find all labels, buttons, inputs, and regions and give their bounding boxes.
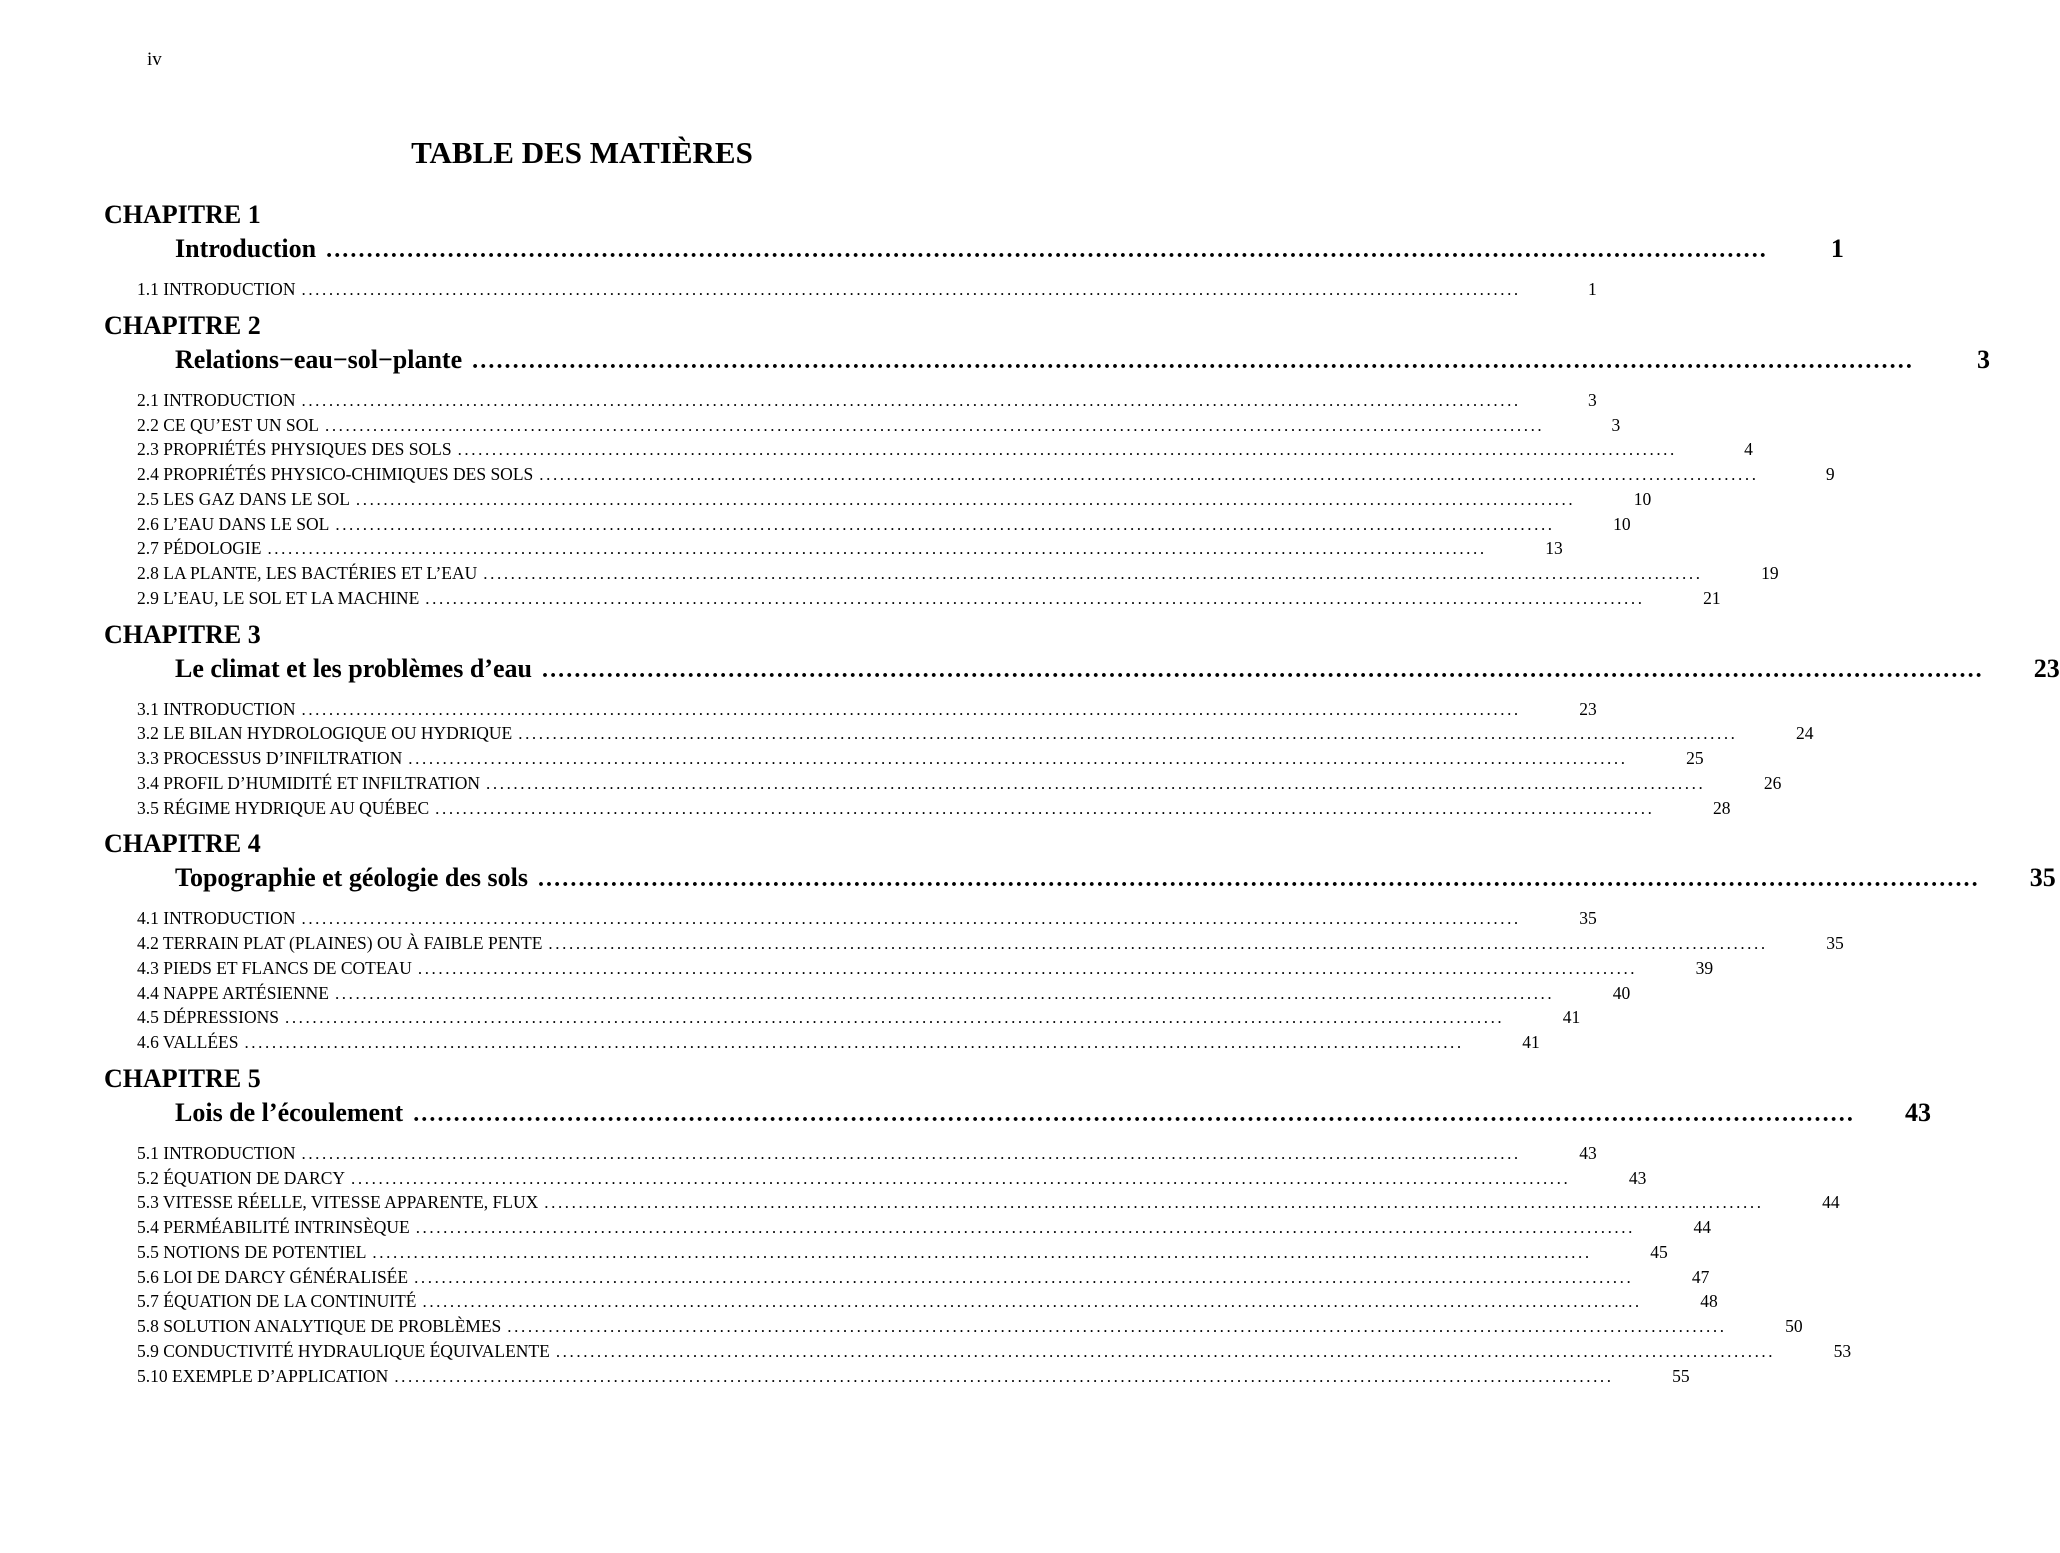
dot-leader: .................................................................................................................................................................................. xyxy=(284,1008,1505,1028)
section-page-number: 19 xyxy=(1761,563,1779,583)
section-title: 4.6 VALLÉES xyxy=(137,1032,239,1052)
section-title: 3.1 INTRODUCTION xyxy=(137,698,296,719)
section-list xyxy=(104,388,1835,611)
section-page-number: 9 xyxy=(1825,464,1835,484)
toc-title: TABLE DES MATIÈRES xyxy=(411,135,753,170)
section-entry[interactable] xyxy=(137,906,1597,931)
dot-leader: .................................................................................................................................................................................. xyxy=(472,347,1914,374)
section-title: 1.1 INTRODUCTION xyxy=(137,279,296,299)
section-page-number: 4 xyxy=(1744,439,1753,460)
dot-leader: .................................................................................................................................................................................. xyxy=(301,280,1521,299)
section-title: 5.7 ÉQUATION DE LA CONTINUITÉ xyxy=(137,1291,417,1312)
section-page-number: 47 xyxy=(1691,1266,1710,1287)
section-entry[interactable] xyxy=(137,462,1835,487)
section-page-number: 44 xyxy=(1693,1217,1711,1237)
chapter-label: CHAPITRE 2 xyxy=(104,310,261,340)
section-entry[interactable] xyxy=(137,1314,1803,1339)
section-entry[interactable] xyxy=(137,956,1714,981)
dot-leader: .................................................................................................................................................................................. xyxy=(422,1292,1642,1312)
dot-leader: .................................................................................................................................................................................. xyxy=(267,539,1487,559)
section-entry[interactable] xyxy=(137,931,1844,956)
section-title: 3.3 PROCESSUS D’INFILTRATION xyxy=(137,748,403,768)
section-title: 4.3 PIEDS ET FLANCS DE COTEAU xyxy=(137,957,412,978)
section-page-number: 26 xyxy=(1763,772,1782,793)
toc-chapter-list xyxy=(104,199,2060,1396)
section-page-number: 41 xyxy=(1522,1032,1540,1052)
section-title: 2.9 L’EAU, LE SOL ET LA MACHINE xyxy=(137,587,420,608)
dot-leader: .................................................................................................................................................................................. xyxy=(507,1317,1727,1336)
chapter-block xyxy=(104,828,2056,1055)
section-entry[interactable] xyxy=(137,1289,1718,1314)
section-entry[interactable] xyxy=(137,586,1721,611)
section-page-number: 1 xyxy=(1588,279,1597,299)
chapter-title: Introduction xyxy=(175,234,317,263)
section-list xyxy=(104,697,1814,821)
chapter-page-number: 35 xyxy=(2029,863,2056,893)
section-page-number: 21 xyxy=(1703,587,1721,608)
section-page-number: 35 xyxy=(1826,933,1844,953)
chapter-page-number: 23 xyxy=(2033,653,2060,683)
chapter-heading-entry[interactable] xyxy=(175,1095,1931,1131)
dot-leader: .................................................................................................................................................................................. xyxy=(301,1143,1521,1163)
section-page-number: 13 xyxy=(1545,538,1563,559)
section-page-number: 3 xyxy=(1611,414,1621,435)
section-entry[interactable] xyxy=(137,1339,1852,1364)
section-title: 4.5 DÉPRESSIONS xyxy=(137,1007,279,1028)
section-page-number: 45 xyxy=(1650,1241,1668,1262)
section-page-number: 10 xyxy=(1633,488,1652,509)
dot-leader: .................................................................................................................................................................................. xyxy=(548,934,1768,953)
section-entry[interactable] xyxy=(137,1141,1597,1166)
section-title: 5.6 LOI DE DARCY GÉNÉRALISÉE xyxy=(137,1266,409,1287)
dot-leader: .................................................................................................................................................................................. xyxy=(539,465,1759,484)
chapter-page-number: 3 xyxy=(1976,344,1990,374)
dot-leader: .................................................................................................................................................................................. xyxy=(555,1341,1776,1361)
section-title: 2.1 INTRODUCTION xyxy=(137,389,296,410)
section-title: 2.5 LES GAZ DANS LE SOL xyxy=(137,488,350,509)
dot-leader: .................................................................................................................................................................................. xyxy=(408,749,1628,768)
section-entry[interactable] xyxy=(137,536,1563,561)
dot-leader: .................................................................................................................................................................................. xyxy=(544,1193,1764,1213)
section-entry[interactable] xyxy=(137,1364,1690,1389)
section-page-number: 3 xyxy=(1588,389,1597,410)
section-page-number: 44 xyxy=(1822,1192,1840,1213)
section-entry[interactable] xyxy=(137,1215,1711,1240)
section-page-number: 10 xyxy=(1613,513,1631,534)
chapter-block xyxy=(104,310,1990,611)
section-page-number: 40 xyxy=(1612,982,1631,1003)
section-title: 4.1 INTRODUCTION xyxy=(137,908,296,929)
section-entry[interactable] xyxy=(137,388,1597,413)
section-entry[interactable] xyxy=(137,796,1731,821)
section-title: 2.7 PÉDOLOGIE xyxy=(137,538,262,559)
dot-leader: .................................................................................................................................................................................. xyxy=(518,724,1738,744)
section-title: 2.4 PROPRIÉTÉS PHYSICO-CHIMIQUES DES SOLS xyxy=(137,464,534,484)
chapter-label: CHAPITRE 4 xyxy=(104,829,261,859)
dot-leader: .................................................................................................................................................................................. xyxy=(355,489,1576,509)
section-title: 3.4 PROFIL D’HUMIDITÉ ET INFILTRATION xyxy=(137,772,481,793)
dot-leader: .................................................................................................................................................................................. xyxy=(457,440,1677,460)
dot-leader: .................................................................................................................................................................................. xyxy=(301,699,1521,719)
dot-leader: .................................................................................................................................................................................. xyxy=(324,415,1545,435)
chapter-page-number: 43 xyxy=(1905,1097,1931,1127)
dot-leader: .................................................................................................................................................................................. xyxy=(301,909,1521,929)
section-page-number: 53 xyxy=(1833,1340,1852,1361)
dot-leader: .................................................................................................................................................................................. xyxy=(301,390,1521,410)
section-title: 5.10 EXEMPLE D’APPLICATION xyxy=(137,1365,389,1386)
section-page-number: 39 xyxy=(1695,957,1714,978)
section-entry[interactable] xyxy=(137,771,1782,796)
chapter-page-number: 1 xyxy=(1830,234,1844,263)
section-entry[interactable] xyxy=(137,413,1621,438)
section-entry[interactable] xyxy=(137,487,1652,512)
dot-leader: .................................................................................................................................................................................. xyxy=(326,237,1768,263)
section-entry[interactable] xyxy=(137,1030,1540,1055)
chapter-label: CHAPITRE 1 xyxy=(104,200,261,229)
section-entry[interactable] xyxy=(137,437,1753,462)
section-page-number: 48 xyxy=(1700,1291,1718,1312)
section-page-number: 55 xyxy=(1672,1365,1690,1386)
section-entry[interactable] xyxy=(137,1265,1710,1290)
dot-leader: .................................................................................................................................................................................. xyxy=(425,588,1645,608)
section-list xyxy=(104,906,1844,1055)
dot-leader: .................................................................................................................................................................................. xyxy=(483,564,1703,583)
dot-leader: .................................................................................................................................................................................. xyxy=(414,1267,1634,1287)
chapter-block xyxy=(104,1063,1931,1389)
section-entry[interactable] xyxy=(137,981,1631,1006)
dot-leader: .................................................................................................................................................................................. xyxy=(244,1033,1464,1052)
section-entry[interactable] xyxy=(137,697,1597,722)
section-entry[interactable] xyxy=(137,1005,1581,1030)
dot-leader: .................................................................................................................................................................................. xyxy=(417,958,1638,978)
dot-leader: .................................................................................................................................................................................. xyxy=(486,773,1706,793)
dot-leader: .................................................................................................................................................................................. xyxy=(394,1366,1614,1386)
section-entry[interactable] xyxy=(137,277,1597,302)
dot-leader: .................................................................................................................................................................................. xyxy=(334,983,1555,1003)
section-entry[interactable] xyxy=(137,1240,1668,1265)
section-title: 5.2 ÉQUATION DE DARCY xyxy=(137,1167,346,1188)
section-entry[interactable] xyxy=(137,721,1814,746)
section-page-number: 23 xyxy=(1579,698,1597,719)
chapter-heading-entry[interactable] xyxy=(175,651,2060,687)
section-title: 5.1 INTRODUCTION xyxy=(137,1142,296,1163)
dot-leader: .................................................................................................................................................................................. xyxy=(537,866,1980,893)
section-entry[interactable] xyxy=(137,1166,1647,1191)
chapter-title: Topographie et géologie des sols xyxy=(175,863,528,893)
chapter-label: CHAPITRE 3 xyxy=(104,619,261,649)
section-title: 5.5 NOTIONS DE POTENTIEL xyxy=(137,1241,367,1262)
section-title: 4.2 TERRAIN PLAT (PLAINES) OU À FAIBLE PENTE xyxy=(137,933,543,953)
chapter-title: Lois de l’écoulement xyxy=(175,1097,404,1127)
dot-leader: .................................................................................................................................................................................. xyxy=(372,1242,1592,1262)
section-page-number: 50 xyxy=(1785,1316,1803,1336)
section-title: 2.8 LA PLANTE, LES BACTÉRIES ET L’EAU xyxy=(137,563,478,583)
chapter-heading-entry[interactable] xyxy=(175,860,2056,896)
section-title: 4.4 NAPPE ARTÉSIENNE xyxy=(137,982,329,1003)
dot-leader: .................................................................................................................................................................................. xyxy=(435,798,1655,818)
section-page-number: 24 xyxy=(1796,723,1814,744)
section-entry[interactable] xyxy=(137,561,1779,586)
section-title: 5.9 CONDUCTIVITÉ HYDRAULIQUE ÉQUIVALENTE xyxy=(137,1340,550,1361)
page-number: iv xyxy=(147,49,162,70)
section-title: 5.3 VITESSE RÉELLE, VITESSE APPARENTE, FLUX xyxy=(137,1192,539,1213)
section-title: 2.3 PROPRIÉTÉS PHYSIQUES DES SOLS xyxy=(137,439,452,460)
chapter-title: Le climat et les problèmes d’eau xyxy=(175,653,532,683)
dot-leader: .................................................................................................................................................................................. xyxy=(351,1168,1571,1188)
chapter-heading-entry[interactable] xyxy=(175,342,1990,378)
chapter-title: Relations−eau−sol−plante xyxy=(175,344,463,374)
section-entry[interactable] xyxy=(137,512,1631,537)
section-page-number: 43 xyxy=(1628,1167,1647,1188)
chapter-block xyxy=(104,199,1844,302)
dot-leader: .................................................................................................................................................................................. xyxy=(413,1100,1855,1127)
section-title: 5.4 PERMÉABILITÉ INTRINSÈQUE xyxy=(137,1217,410,1237)
section-title: 5.8 SOLUTION ANALYTIQUE DE PROBLÈMES xyxy=(137,1316,502,1336)
section-page-number: 43 xyxy=(1579,1142,1597,1163)
section-entry[interactable] xyxy=(137,746,1704,771)
section-title: 2.2 CE QU’EST UN SOL xyxy=(137,414,319,435)
section-list xyxy=(104,277,1597,302)
section-list xyxy=(104,1141,1852,1389)
section-title: 3.5 RÉGIME HYDRIQUE AU QUÉBEC xyxy=(137,797,430,818)
section-page-number: 41 xyxy=(1562,1007,1581,1028)
chapter-block xyxy=(104,619,2060,821)
chapter-label: CHAPITRE 5 xyxy=(104,1063,261,1093)
chapter-heading-entry[interactable] xyxy=(175,231,1844,267)
dot-leader: .................................................................................................................................................................................. xyxy=(335,514,1555,534)
section-page-number: 28 xyxy=(1712,797,1731,818)
section-page-number: 25 xyxy=(1686,748,1704,768)
section-page-number: 35 xyxy=(1579,908,1597,929)
section-title: 3.2 LE BILAN HYDROLOGIQUE OU HYDRIQUE xyxy=(137,723,513,744)
dot-leader: .................................................................................................................................................................................. xyxy=(415,1218,1635,1237)
section-entry[interactable] xyxy=(137,1190,1840,1215)
section-title: 2.6 L’EAU DANS LE SOL xyxy=(137,513,330,534)
dot-leader: .................................................................................................................................................................................. xyxy=(541,656,1984,683)
